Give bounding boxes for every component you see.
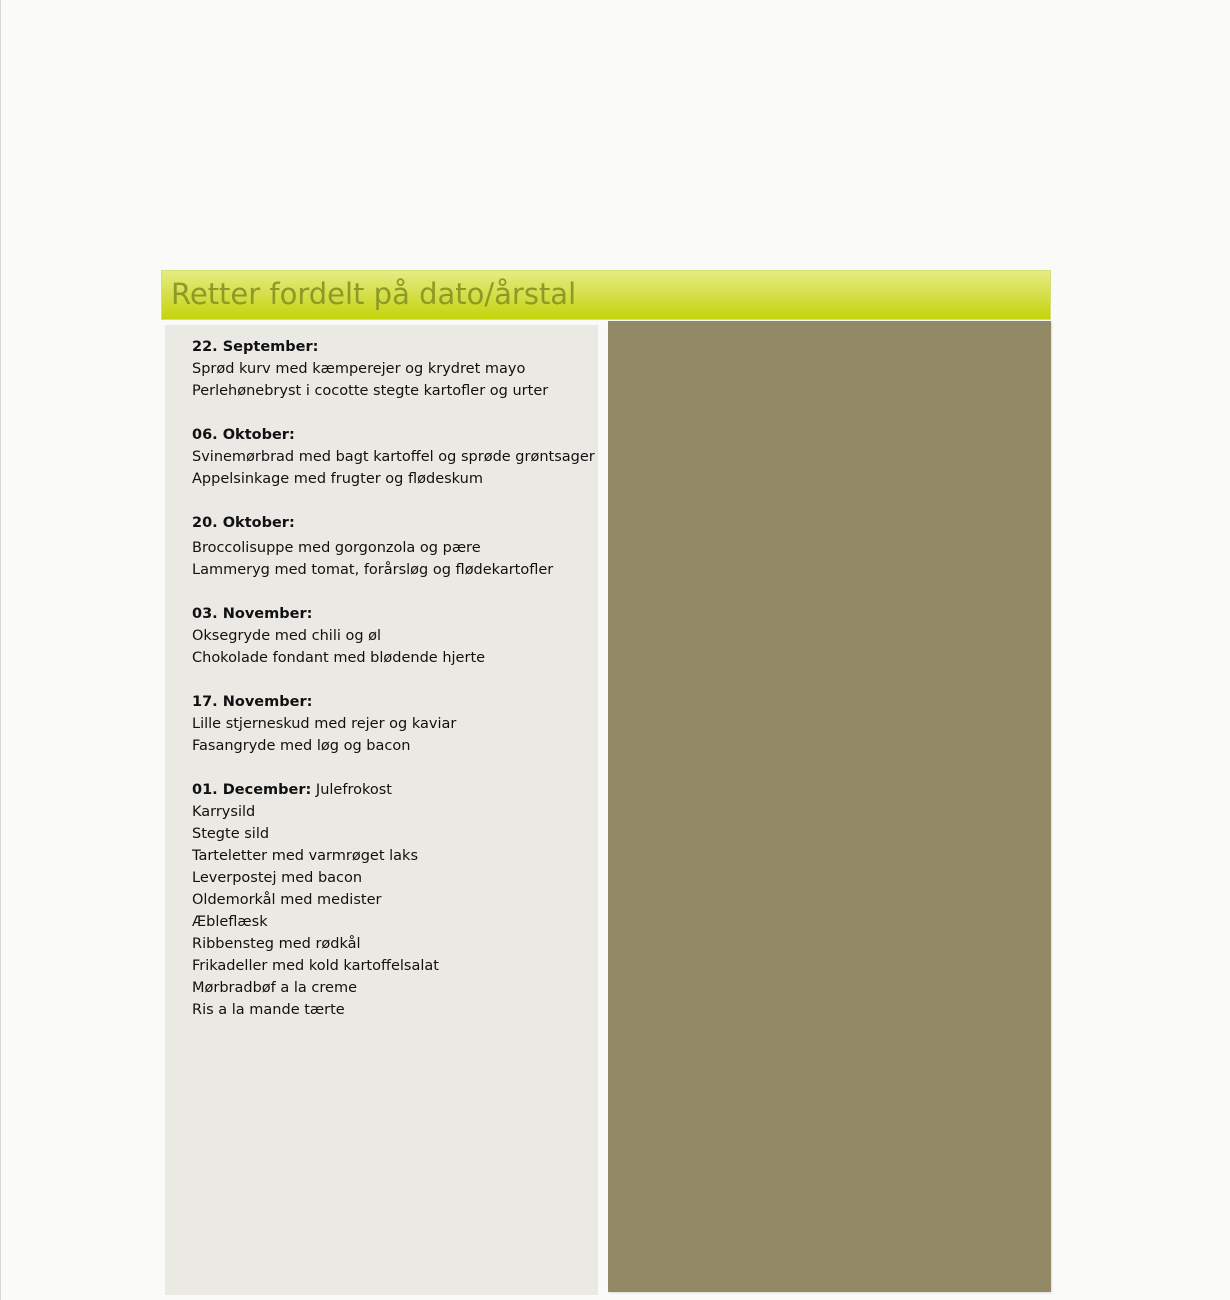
dish-item: Svinemørbrad med bagt kartoffel og sprøde grøntsager [192, 449, 595, 465]
section-heading [192, 691, 596, 713]
dish-item: Perlehønebryst i cocotte stegte kartofler og urter [192, 383, 549, 399]
dish-item: Stegte sild [192, 826, 270, 842]
dish-item: Mørbradbøf a la creme [192, 980, 357, 996]
menu-panel [165, 325, 598, 1295]
title-bar [161, 270, 1051, 320]
section-heading [192, 512, 596, 534]
dish-item: Chokolade fondant med blødende hjerte [192, 650, 486, 666]
dish-item: Æbleflæsk [192, 914, 268, 930]
section-heading [192, 779, 596, 801]
section-date: 20. Oktober: [192, 515, 295, 531]
page-title: Retter fordelt på dato/årstal [171, 277, 577, 311]
section-heading [192, 424, 596, 446]
dish-item: Lille stjerneskud med rejer og kaviar [192, 716, 457, 732]
menu-section [192, 512, 596, 581]
dish-item: Broccolisuppe med gorgonzola og pære [192, 540, 481, 556]
page-edge [0, 0, 1, 1300]
section-date: 03. November: [192, 606, 313, 622]
dish-item: Frikadeller med kold kartoffelsalat [192, 958, 439, 974]
dish-item: Fasangryde med løg og bacon [192, 738, 411, 754]
dish-item: Leverpostej med bacon [192, 870, 363, 886]
section-date: 01. December: [192, 782, 312, 798]
section-date: 06. Oktober: [192, 427, 295, 443]
dish-item: Oldemorkål med medister [192, 892, 382, 908]
section-date: 17. November: [192, 694, 313, 710]
menu-list [192, 336, 596, 1043]
menu-section [192, 779, 596, 1021]
section-heading [192, 336, 596, 358]
dish-item: Lammeryg med tomat, forårsløg og flødekartofler [192, 562, 554, 578]
section-note: Julefrokost [311, 782, 392, 798]
image-panel [608, 321, 1051, 1292]
dish-item: Oksegryde med chili og øl [192, 628, 382, 644]
menu-section [192, 691, 596, 757]
dish-item: Tarteletter med varmrøget laks [192, 848, 418, 864]
menu-section [192, 336, 596, 402]
menu-section [192, 424, 596, 490]
section-date: 22. September: [192, 339, 319, 355]
dish-item: Sprød kurv med kæmperejer og krydret mayo [192, 361, 526, 377]
section-heading [192, 603, 596, 625]
menu-section [192, 603, 596, 669]
dish-item: Appelsinkage med frugter og flødeskum [192, 471, 483, 487]
dish-item: Ribbensteg med rødkål [192, 936, 361, 952]
dish-item: Ris a la mande tærte [192, 1002, 345, 1018]
dish-item: Karrysild [192, 804, 256, 820]
